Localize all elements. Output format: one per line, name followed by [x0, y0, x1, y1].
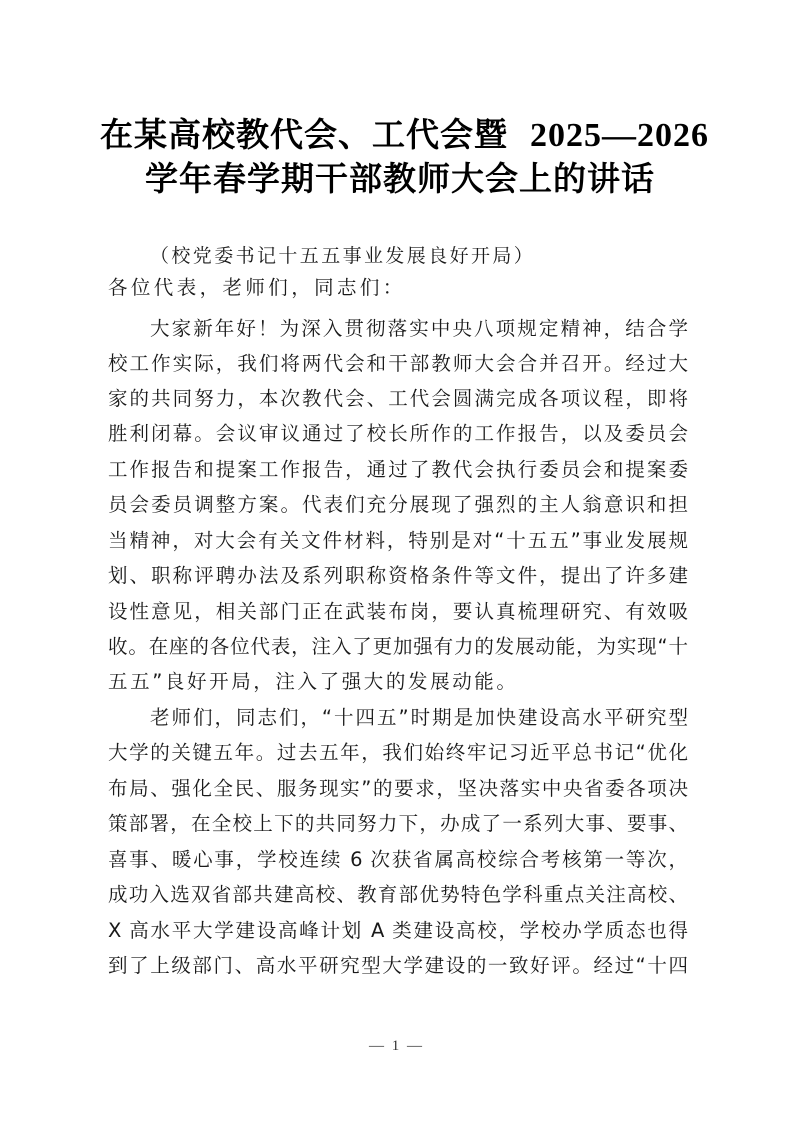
paragraph-line: 员会委员调整方案。代表们充分展现了强烈的主人翁意识和担	[108, 493, 688, 516]
speaker-subtitle: （校党委书记十五五事业发展良好开局）	[150, 245, 536, 267]
title-text: 在某高校教代会、工代会暨	[100, 115, 508, 154]
paragraph-line: 布局、强化全民、服务现实”的要求，坚决落实中央省委各项决	[108, 777, 688, 800]
paragraph-line: 收。在座的各位代表，注入了更加强有力的发展动能，为实现“十	[108, 635, 688, 658]
paragraph-line: 当精神，对大会有关文件材料，特别是对“十五五”事业发展规	[108, 529, 688, 552]
paragraph-line: 喜事、暖心事，学校连续 6 次获省属高校综合考核第一等次，	[108, 848, 688, 871]
page-number: — 1 —	[369, 1038, 424, 1054]
paragraph-line: X 高水平大学建设高峰计划 A 类建设高校，学校办学质态也得	[108, 919, 688, 942]
paragraph-line: 五五”良好开局，注入了强大的发展动能。	[108, 670, 519, 693]
paragraph-line: 家的共同努力，本次教代会、工代会圆满完成各项议程，即将	[108, 387, 688, 410]
paragraph-line: 划、职称评聘办法及系列职称资格条件等文件，提出了许多建	[108, 564, 688, 587]
paragraph-line: 大家新年好！为深入贯彻落实中央八项规定精神，结合学	[150, 317, 688, 340]
paragraph-line: 老师们，同志们，“十四五”时期是加快建设高水平研究型	[150, 706, 688, 729]
paragraph-line: 校工作实际，我们将两代会和干部教师大会合并召开。经过大	[108, 352, 688, 375]
document-title-line-2: 学年春学期干部教师大会上的讲话	[145, 159, 655, 198]
paragraph-line: 大学的关键五年。过去五年，我们始终牢记习近平总书记“优化	[108, 741, 688, 764]
paragraph-line: 胜利闭幕。会议审议通过了校长所作的工作报告，以及委员会	[108, 422, 688, 445]
document-title-line-1	[100, 113, 709, 158]
paragraph-line: 策部署，在全校上下的共同努力下，办成了一系列大事、要事、	[108, 812, 688, 835]
paragraph-line: 成功入选双省部共建高校、教育部优势特色学科重点关注高校、	[108, 883, 688, 906]
salutation: 各位代表，老师们，同志们：	[108, 276, 406, 299]
paragraph-line: 工作报告和提案工作报告，通过了教代会执行委员会和提案委	[108, 458, 688, 481]
title-years: 2025—2026	[530, 117, 709, 154]
paragraph-line: 设性意见，相关部门正在武装布岗，要认真梳理研究、有效吸	[108, 600, 688, 623]
paragraph-line: 到了上级部门、高水平研究型大学建设的一致好评。经过“十四	[108, 954, 688, 977]
